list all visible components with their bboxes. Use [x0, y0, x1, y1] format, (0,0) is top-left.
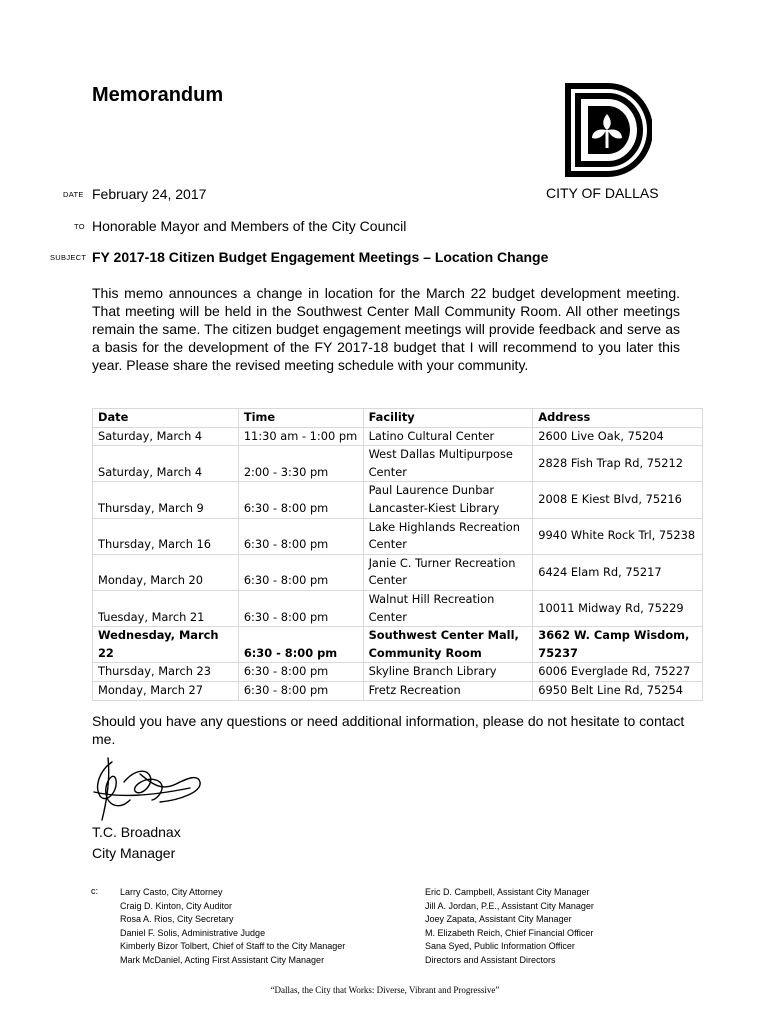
row-date: Thursday, March 9	[93, 482, 239, 518]
row-facility: Latino Cultural Center	[363, 427, 533, 446]
row-date: Monday, March 20	[93, 554, 239, 590]
table-row	[93, 482, 703, 518]
signer-name: T.C. Broadnax	[92, 824, 181, 840]
row-time: 6:30 - 8:00 pm	[238, 590, 363, 626]
row-date: Monday, March 27	[93, 681, 239, 700]
row-address: 9940 White Rock Trl, 75238	[533, 518, 703, 554]
memo-date: February 24, 2017	[92, 186, 207, 202]
row-time: 6:30 - 8:00 pm	[238, 554, 363, 590]
signature-icon	[90, 752, 202, 828]
table-row	[93, 681, 703, 700]
cc-entry: Eric D. Campbell, Assistant City Manager	[425, 887, 590, 897]
table-header-row	[93, 409, 703, 428]
header-facility: Facility	[363, 409, 533, 428]
row-time: 2:00 - 3:30 pm	[238, 446, 363, 482]
table-row	[93, 446, 703, 482]
memo-recipient: Honorable Mayor and Members of the City Council	[92, 218, 407, 234]
memo-body: This memo announces a change in location for the March 22 budget development meeting. That meeting will be held in the Southwest Center Mall Community Room. All other meetings remain the same. The citizen budget engagement meetings will provide feedback and serve as a basis for the development of the FY 2017-18 budget that I will recommend to you later this year. Please share the revised meeting schedule with your community.	[92, 285, 680, 373]
closing-paragraph: Should you have any questions or need additional information, please do not hesitate to contact me.	[92, 713, 685, 747]
row-facility: Lake Highlands Recreation Center	[363, 518, 533, 554]
cc-entry: Joey Zapata, Assistant City Manager	[425, 914, 572, 924]
row-date: Thursday, March 16	[93, 518, 239, 554]
cc-entry: Craig D. Kinton, City Auditor	[120, 900, 233, 911]
row-date: Thursday, March 23	[93, 663, 239, 682]
table-row	[93, 427, 703, 446]
cc-entry: Mark McDaniel, Acting First Assistant City Manager	[120, 954, 325, 965]
cc-entry: Directors and Assistant Directors	[425, 954, 556, 965]
row-address: 2828 Fish Trap Rd, 75212	[533, 446, 703, 482]
row-address: 6950 Belt Line Rd, 75254	[533, 681, 703, 700]
row-facility: West Dallas Multipurpose Center	[363, 446, 533, 482]
row-date: Tuesday, March 21	[93, 590, 239, 626]
row-facility: Janie C. Turner Recreation Center	[363, 554, 533, 590]
header-address: Address	[533, 409, 703, 428]
date-label: DATE	[63, 190, 84, 199]
row-facility: Southwest Center Mall, Community Room	[363, 627, 533, 663]
to-label: TO	[74, 222, 85, 231]
header-time: Time	[238, 409, 363, 428]
row-facility: Fretz Recreation	[363, 681, 533, 700]
row-facility: Walnut Hill Recreation Center	[363, 590, 533, 626]
row-address: 2008 E Kiest Blvd, 75216	[533, 482, 703, 518]
cc-entry: Larry Casto, City Attorney	[120, 887, 223, 897]
row-address: 2600 Live Oak, 75204	[533, 427, 703, 446]
header-date: Date	[93, 409, 239, 428]
row-address: 10011 Midway Rd, 75229	[533, 590, 703, 626]
row-date: Saturday, March 4	[93, 446, 239, 482]
table-row-highlighted	[93, 627, 703, 663]
cc-entry: Sana Syed, Public Information Officer	[425, 941, 575, 951]
row-time: 11:30 am - 1:00 pm	[238, 427, 363, 446]
memo-title: Memorandum	[92, 84, 224, 106]
cc-entry: Rosa A. Rios, City Secretary	[120, 914, 234, 924]
table-row	[93, 663, 703, 682]
row-address: 6424 Elam Rd, 75217	[533, 554, 703, 590]
city-name: CITY OF DALLAS	[546, 185, 659, 201]
meeting-schedule-table	[92, 408, 703, 701]
row-facility: Paul Laurence Dunbar Lancaster-Kiest Library	[363, 482, 533, 518]
cc-label: c:	[91, 886, 99, 896]
row-time: 6:30 - 8:00 pm	[238, 663, 363, 682]
row-time: 6:30 - 8:00 pm	[238, 627, 363, 663]
cc-entry: Kimberly Bizor Tolbert, Chief of Staff to the City Manager	[120, 941, 346, 951]
row-address: 6006 Everglade Rd, 75227	[533, 663, 703, 682]
city-of-dallas-logo-icon	[562, 82, 652, 178]
cc-list-right	[425, 886, 594, 967]
memo-subject: FY 2017-18 Citizen Budget Engagement Meetings – Location Change	[92, 249, 549, 265]
cc-entry: Daniel F. Solis, Administrative Judge	[120, 927, 266, 938]
footer-motto: “Dallas, the City that Works: Diverse, Vibrant and Progressive”	[270, 985, 500, 995]
table-row	[93, 518, 703, 554]
cc-entry: M. Elizabeth Reich, Chief Financial Officer	[425, 927, 594, 938]
signer-title: City Manager	[92, 845, 176, 861]
row-time: 6:30 - 8:00 pm	[238, 518, 363, 554]
cc-entry: Jill A. Jordan, P.E., Assistant City Manager	[425, 900, 594, 911]
table-row	[93, 554, 703, 590]
row-time: 6:30 - 8:00 pm	[238, 482, 363, 518]
subject-label: SUBJECT	[50, 253, 87, 262]
row-date: Wednesday, March 22	[93, 627, 239, 663]
row-facility: Skyline Branch Library	[363, 663, 533, 682]
cc-list-left	[120, 886, 345, 967]
row-date: Saturday, March 4	[93, 427, 239, 446]
row-address: 3662 W. Camp Wisdom, 75237	[533, 627, 703, 663]
table-row	[93, 590, 703, 626]
row-time: 6:30 - 8:00 pm	[238, 681, 363, 700]
